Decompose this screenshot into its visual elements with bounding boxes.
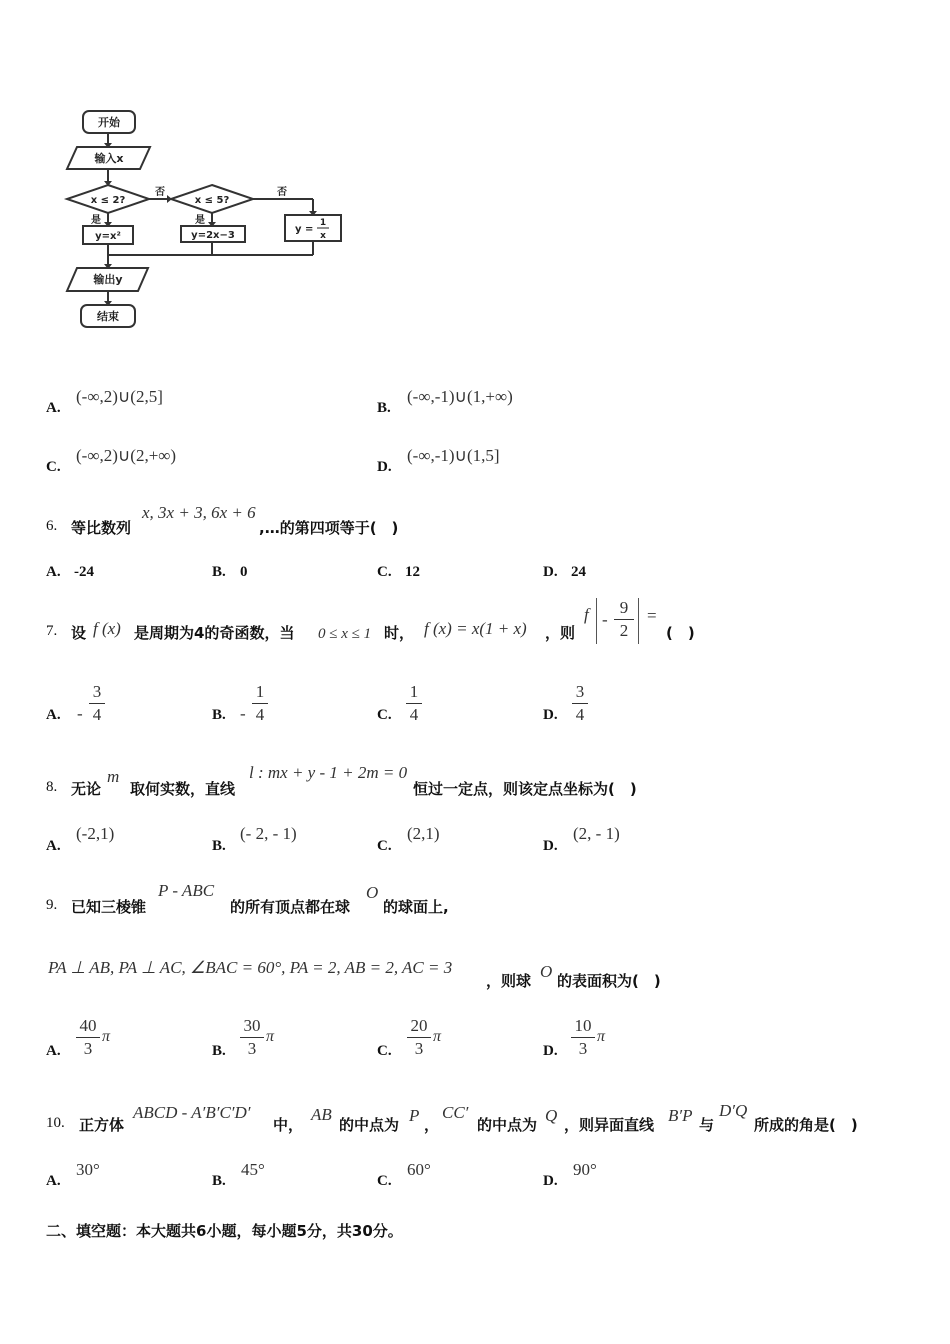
q7-option-a-label: A. bbox=[46, 707, 61, 723]
q10-option-b-value: 45° bbox=[241, 1160, 265, 1179]
q9-option-b-label: B. bbox=[212, 1043, 226, 1059]
q9-option-a-frac bbox=[76, 1016, 100, 1059]
q10-text-8: 所成的角是( ) bbox=[754, 1116, 858, 1134]
flow-no2-label: 否 bbox=[277, 187, 287, 198]
q9-option-d-frac bbox=[571, 1016, 595, 1059]
q10-math-1: ABCD - A′B′C′D′ bbox=[133, 1103, 251, 1122]
q7-option-b-num: 1 bbox=[255, 682, 265, 701]
q9-option-b-den: 3 bbox=[247, 1039, 257, 1058]
q8-math-2: l : mx + y - 1 + 2m = 0 bbox=[249, 763, 408, 782]
section-heading: 二、填空题：本大题共6小题，每小题5分，共30分。 bbox=[46, 1222, 403, 1240]
q10-option-a-label: A. bbox=[46, 1173, 61, 1189]
q7-option-b-frac bbox=[252, 682, 268, 725]
flow-end-text: 结束 bbox=[97, 310, 119, 323]
q8-text-2: 取何实数，直线 bbox=[130, 780, 236, 798]
q9-option-b-pi: π bbox=[266, 1028, 275, 1045]
q7-option-b-label: B. bbox=[212, 707, 226, 723]
q6-option-a-value: -24 bbox=[74, 564, 94, 580]
flow-yes2-label: 是 bbox=[195, 215, 205, 226]
q8-option-b-label: B. bbox=[212, 838, 226, 854]
q7-math-f: f bbox=[584, 605, 589, 624]
q10-option-c-value: 60° bbox=[407, 1160, 431, 1179]
q7-text-5: ( ) bbox=[666, 624, 695, 642]
q7-option-c-den: 4 bbox=[409, 705, 419, 724]
q5-option-b-label: B. bbox=[377, 400, 391, 416]
q7-option-a-frac bbox=[89, 682, 105, 725]
q10-text-5: 的中点为 bbox=[477, 1116, 538, 1134]
flow-cond2-text: x ≤ 5? bbox=[194, 195, 230, 206]
q9-text-4: ，则球 bbox=[486, 972, 532, 990]
q9-text-5: 的表面积为( ) bbox=[557, 972, 661, 990]
q9-option-c-frac bbox=[407, 1016, 431, 1059]
q9-math-1: P - ABC bbox=[158, 881, 215, 900]
q9-math-4: O bbox=[540, 962, 553, 981]
q6-option-d-value: 24 bbox=[571, 564, 586, 580]
q7-option-c-frac bbox=[406, 682, 422, 725]
q7-option-d-frac bbox=[572, 682, 588, 725]
q6-number: 6. bbox=[46, 518, 58, 534]
q7-fraction-num: 9 bbox=[619, 598, 629, 617]
flow-output-text: 输出y bbox=[93, 273, 123, 286]
q9-option-c-label: C. bbox=[377, 1043, 392, 1059]
q7-paren-right bbox=[638, 598, 640, 644]
q8-option-b-value: (- 2, - 1) bbox=[240, 824, 297, 843]
q8-option-d-label: D. bbox=[543, 838, 558, 854]
q7-option-b-den: 4 bbox=[255, 705, 265, 724]
q9-option-c-den: 3 bbox=[414, 1039, 424, 1058]
q10-option-c-label: C. bbox=[377, 1173, 392, 1189]
q5-option-c-label: C. bbox=[46, 459, 61, 475]
q10-text-2: 中， bbox=[273, 1116, 304, 1134]
q6-option-a-label: A. bbox=[46, 564, 61, 580]
flow-box2-text: y=2x−3 bbox=[191, 230, 235, 241]
flow-start-text: 开始 bbox=[98, 116, 120, 129]
q9-option-c-pi: π bbox=[433, 1028, 442, 1045]
q10-text-3: 的中点为 bbox=[339, 1116, 400, 1134]
q7-option-a-den: 4 bbox=[92, 705, 102, 724]
q9-option-a-num: 40 bbox=[79, 1016, 97, 1035]
q6-text-pre: 等比数列 bbox=[71, 519, 132, 537]
q9-option-b-frac bbox=[240, 1016, 264, 1059]
q9-option-c-num: 20 bbox=[410, 1016, 428, 1035]
q5-option-d-expr: (-∞,-1)∪(1,5] bbox=[407, 446, 500, 465]
q7-fraction-den: 2 bbox=[619, 621, 629, 640]
q8-text-1: 无论 bbox=[71, 780, 102, 798]
q10-text-7: 与 bbox=[699, 1116, 715, 1134]
q9-number: 9. bbox=[46, 897, 58, 913]
q10-option-b-label: B. bbox=[212, 1173, 226, 1189]
q9-option-d-den: 3 bbox=[578, 1039, 588, 1058]
q7-math-1: f (x) bbox=[93, 619, 121, 638]
q10-option-a-value: 30° bbox=[76, 1160, 100, 1179]
q10-number: 10. bbox=[46, 1115, 65, 1131]
q9-math-3: PA ⊥ AB, PA ⊥ AC, ∠BAC = 60°, PA = 2, AB = 2, AC = 3 bbox=[48, 958, 453, 977]
q9-text-3: 的球面上, bbox=[383, 898, 449, 916]
q10-math-4: CC′ bbox=[442, 1103, 469, 1122]
q7-math-eq: = bbox=[647, 606, 657, 625]
q9-option-b-num: 30 bbox=[243, 1016, 261, 1035]
q7-option-d-num: 3 bbox=[575, 682, 585, 701]
flow-box1-text: y=x² bbox=[95, 231, 121, 242]
q8-text-3: 恒过一定点，则该定点坐标为( ) bbox=[413, 780, 637, 798]
q8-math-1: m bbox=[107, 767, 120, 786]
q10-option-d-value: 90° bbox=[573, 1160, 597, 1179]
flow-box3-num: 1 bbox=[319, 218, 327, 228]
q6-option-c-value: 12 bbox=[405, 564, 420, 580]
flow-box3-den: x bbox=[320, 231, 326, 241]
q8-option-a-label: A. bbox=[46, 838, 61, 854]
q8-option-c-value: (2,1) bbox=[407, 824, 440, 843]
q9-option-a-den: 3 bbox=[83, 1039, 93, 1058]
q7-number: 7. bbox=[46, 623, 58, 639]
q7-fraction bbox=[614, 598, 634, 641]
q7-option-a-sign: - bbox=[77, 704, 83, 723]
q6-option-b-label: B. bbox=[212, 564, 226, 580]
q8-option-a-value: (-2,1) bbox=[76, 824, 115, 843]
q5-option-a-expr: (-∞,2)∪(2,5] bbox=[76, 387, 163, 406]
q7-option-c-label: C. bbox=[377, 707, 392, 723]
q8-number: 8. bbox=[46, 779, 58, 795]
q7-math-2: 0 ≤ x ≤ 1 bbox=[318, 626, 372, 642]
q7-text-2: 是周期为4的奇函数，当 bbox=[134, 624, 295, 642]
q10-math-2: AB bbox=[311, 1105, 332, 1124]
q7-option-d-den: 4 bbox=[575, 705, 585, 724]
q5-option-d-label: D. bbox=[377, 459, 392, 475]
q10-text-4: ， bbox=[424, 1116, 440, 1134]
q9-math-2: O bbox=[366, 883, 379, 902]
flow-box3-y: y = bbox=[295, 224, 314, 235]
flowchart bbox=[55, 105, 355, 350]
q6-math: x, 3x + 3, 6x + 6 bbox=[142, 503, 256, 522]
q10-math-3: P bbox=[409, 1106, 420, 1125]
q10-math-7: D′Q bbox=[719, 1101, 748, 1120]
q9-option-d-pi: π bbox=[597, 1028, 606, 1045]
q10-math-6: B′P bbox=[668, 1106, 693, 1125]
q9-text-1: 已知三棱锥 bbox=[71, 898, 147, 916]
q5-option-c-expr: (-∞,2)∪(2,+∞) bbox=[76, 446, 177, 465]
q7-option-c-num: 1 bbox=[409, 682, 419, 701]
q7-math-sign: - bbox=[602, 610, 608, 629]
q9-text-2: 的所有顶点都在球 bbox=[230, 898, 351, 916]
flow-yes1-label: 是 bbox=[91, 215, 101, 226]
q7-option-a-num: 3 bbox=[92, 682, 102, 701]
q6-option-b-value: 0 bbox=[240, 564, 248, 580]
q6-option-c-label: C. bbox=[377, 564, 392, 580]
flow-no1-label: 否 bbox=[155, 187, 165, 198]
q9-option-d-num: 10 bbox=[574, 1016, 592, 1035]
q10-math-5: Q bbox=[545, 1106, 558, 1125]
q9-option-d-label: D. bbox=[543, 1043, 558, 1059]
q7-math-3: f (x) = x(1 + x) bbox=[424, 619, 527, 638]
q5-option-b-expr: (-∞,-1)∪(1,+∞) bbox=[407, 387, 513, 406]
q7-paren-left bbox=[596, 598, 598, 644]
flow-cond1-text: x ≤ 2? bbox=[90, 195, 126, 206]
q9-option-a-pi: π bbox=[102, 1028, 111, 1045]
q7-option-d-label: D. bbox=[543, 707, 558, 723]
q8-option-d-value: (2, - 1) bbox=[573, 824, 620, 843]
q7-text-3: 时， bbox=[384, 624, 415, 642]
q10-text-6: ，则异面直线 bbox=[564, 1116, 655, 1134]
q6-text-post: ,…的第四项等于( ) bbox=[259, 519, 399, 537]
q6-option-d-label: D. bbox=[543, 564, 558, 580]
flow-input-text: 输入x bbox=[94, 152, 124, 165]
q5-option-a-label: A. bbox=[46, 400, 61, 416]
q7-text-4: ，则 bbox=[545, 624, 576, 642]
q8-option-c-label: C. bbox=[377, 838, 392, 854]
q10-option-d-label: D. bbox=[543, 1173, 558, 1189]
q9-option-a-label: A. bbox=[46, 1043, 61, 1059]
q7-text-1: 设 bbox=[71, 624, 87, 642]
q10-text-1: 正方体 bbox=[79, 1116, 125, 1134]
q7-option-b-sign: - bbox=[240, 704, 246, 723]
